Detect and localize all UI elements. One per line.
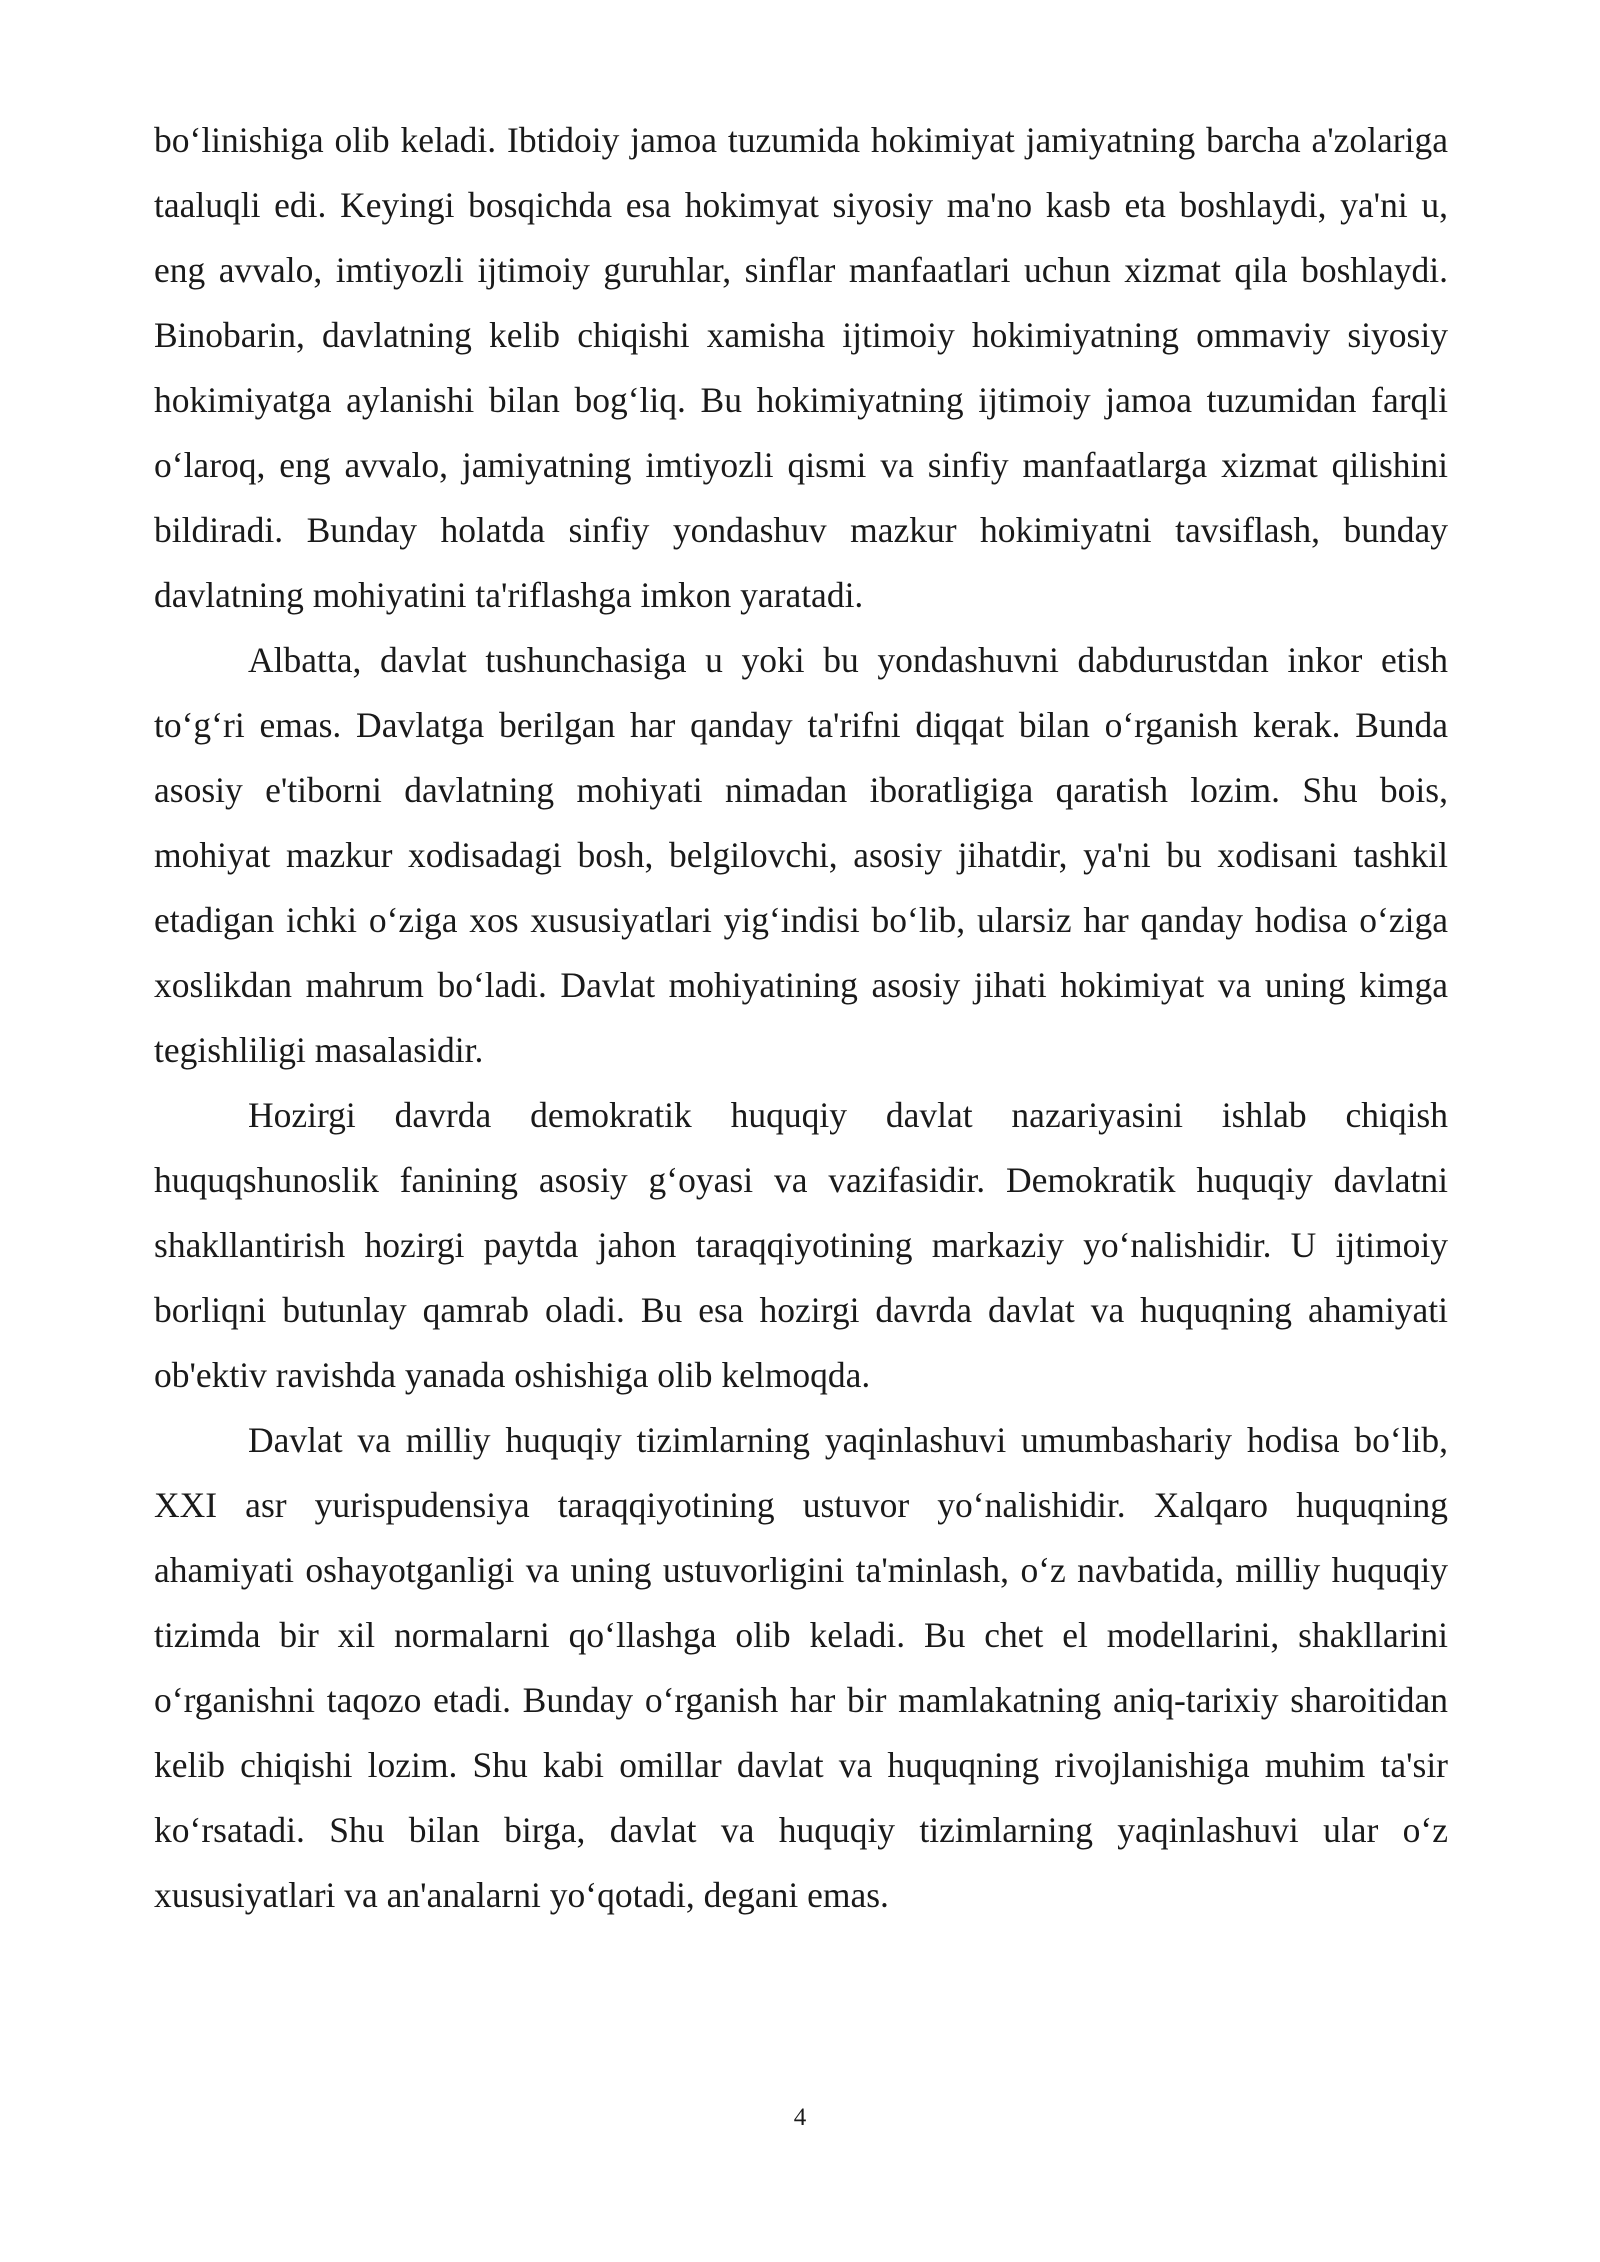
- paragraph-2: Albatta, davlat tushunchasiga u yoki bu yondashuvni dabdurustdan inkor etish to‘g‘ri emas. Davlatga berilgan har qanday ta'rifni diqqat bilan o‘rganish kerak. Bunda asosiy e'tiborni davlatning mohiyati nimadan iboratligiga qaratish lozim. Shu bois, mohiyat mazkur xodisadagi bosh, belgilovchi, asosiy jihatdir, ya'ni bu xodisani tashkil etadigan ichki o‘ziga xos xususiyatlari yig‘indisi bo‘lib, ularsiz har qanday hodisa o‘ziga xoslikdan mahrum bo‘ladi. Davlat mohiyatining asosiy jihati hokimiyat va uning kimga tegishliligi masalasidir.: [154, 640, 1448, 1070]
- body-text: [154, 108, 1448, 1928]
- page-number: 4: [793, 2104, 807, 2131]
- paragraph-4: Davlat va milliy huquqiy tizimlarning yaqinlashuvi umumbashariy hodisa bo‘lib, XXI asr yurispudensiya taraqqiyotining ustuvor yo‘nalishidir. Xalqaro huquqning ahamiyati oshayotganligi va uning ustuvorligini ta'minlash, o‘z navbatida, milliy huquqiy tizimda bir xil normalarni qo‘llashga olib keladi. Bu chet el modellarini, shakllarini o‘rganishni taqozo etadi. Bunday o‘rganish har bir mamlakatning aniq-tarixiy sharoitidan kelib chiqishi lozim. Shu kabi omillar davlat va huquqning rivojlanishiga muhim ta'sir ko‘rsatadi. Shu bilan birga, davlat va huquqiy tizimlarning yaqinlashuvi ular o‘z xususiyatlari va an'analarni yo‘qotadi, degani emas.: [154, 1420, 1448, 1915]
- paragraph-1: bo‘linishiga olib keladi. Ibtidoiy jamoa tuzumida hokimiyat jamiyatning barcha a'zolariga taaluqli edi. Keyingi bosqichda esa hokimyat siyosiy ma'no kasb eta boshlaydi, ya'ni u, eng avvalo, imtiyozli ijtimoiy guruhlar, sinflar manfaatlari uchun xizmat qila boshlaydi. Binobarin, davlatning kelib chiqishi xamisha ijtimoiy hokimiyatning ommaviy siyosiy hokimiyatga aylanishi bilan bog‘liq. Bu hokimiyatning ijtimoiy jamoa tuzumidan farqli o‘laroq, eng avvalo, jamiyatning imtiyozli qismi va sinfiy manfaatlarga xizmat qilishini bildiradi. Bunday holatda sinfiy yondashuv mazkur hokimiyatni tavsiflash, bunday davlatning mohiyatini ta'riflashga imkon yaratadi.: [154, 120, 1448, 615]
- paragraph-3: Hozirgi davrda demokratik huquqiy davlat nazariyasini ishlab chiqish huquqshunoslik fanining asosiy g‘oyasi va vazifasidir. Demokratik huquqiy davlatni shakllantirish hozirgi paytda jahon taraqqiyotining markaziy yo‘nalishidir. U ijtimoiy borliqni butunlay qamrab oladi. Bu esa hozirgi davrda davlat va huquqning ahamiyati ob'ektiv ravishda yanada oshishiga olib kelmoqda.: [154, 1095, 1448, 1395]
